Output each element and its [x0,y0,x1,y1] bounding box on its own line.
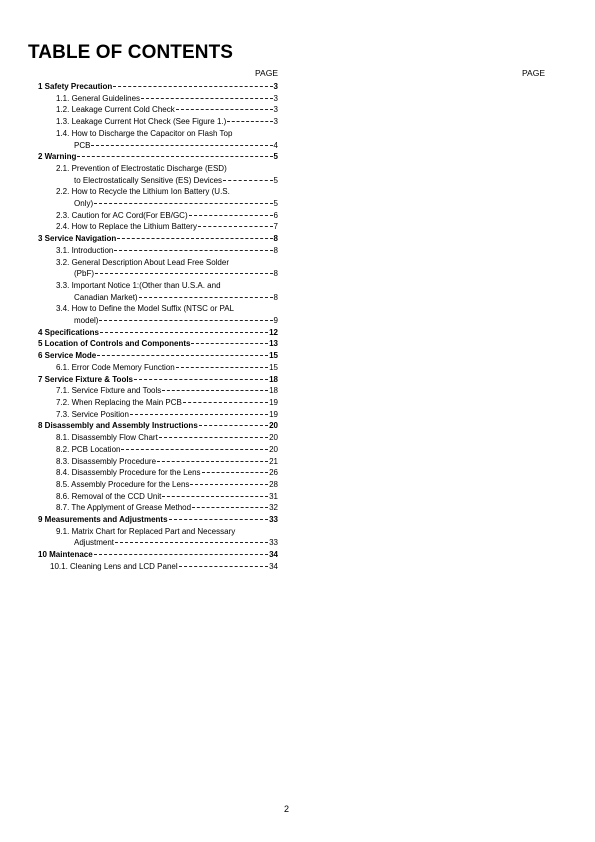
dot-leader [198,226,273,227]
toc-entry-text: 8.7. The Applyment of Grease Method [56,503,192,513]
toc-page-number: 20 [269,421,278,431]
toc-entry-text: 2 Warning [38,152,77,162]
toc-section-entry[interactable] [38,549,278,561]
toc-page-number: 21 [269,456,278,466]
dot-leader [94,203,272,204]
toc-entry-text: 8.5. Assembly Procedure for the Lens [56,479,190,489]
dot-leader [162,390,268,391]
dot-leader [176,367,268,368]
toc-entry-text-first-line: 3.4. How to Define the Model Suffix (NTSC or PAL [56,304,235,314]
toc-page-number: 12 [269,327,278,337]
dot-leader [117,238,272,239]
toc-section-entry[interactable] [38,374,278,386]
toc-entry-text: 8.1. Disassembly Flow Chart [56,433,158,443]
toc-page-number: 34 [269,561,278,571]
dot-leader [179,566,268,567]
page-title: TABLE OF CONTENTS [28,42,234,63]
dot-leader [190,484,268,485]
toc-entry-text: 8.2. PCB Location [56,444,121,454]
toc-page-number: 15 [269,362,278,372]
dot-leader [183,402,268,403]
toc-entry-text: (PbF) [74,269,94,279]
toc-page-number: 33 [269,515,278,525]
toc-page-number: 33 [269,538,278,548]
toc-page-number: 13 [269,339,278,349]
toc-page-number: 18 [269,374,278,384]
toc-subsection-entry[interactable] [38,456,278,468]
toc-subsection-entry[interactable] [38,280,278,303]
toc-entry-text-first-line: 2.2. How to Recycle the Lithium Ion Battery (U.S. [56,187,230,197]
toc-entry-text: 3 Service Navigation [38,234,117,244]
toc-entry-text: Adjustment [74,538,115,548]
page-number: 2 [284,804,290,814]
toc-entry-text-first-line: 1.4. How to Discharge the Capacitor on Flash Top [56,128,233,138]
toc-entry-text: 10.1. Cleaning Lens and LCD Panel [50,561,178,571]
table-of-contents [38,81,278,573]
dot-leader [115,542,268,543]
toc-page-number: 3 [273,82,278,91]
toc-subsection-entry[interactable] [38,303,278,326]
toc-page-number: 8 [273,245,278,255]
toc-subsection-entry[interactable] [38,163,278,186]
dot-leader [91,145,272,146]
toc-entry-text: 7 Service Fixture & Tools [38,374,133,384]
toc-section-entry[interactable] [38,338,278,350]
toc-page-number: 4 [273,140,278,150]
dot-leader [162,496,268,497]
toc-entry-text: 4 Specifications [38,327,99,337]
dot-leader [113,86,272,87]
toc-section-entry[interactable] [38,81,278,93]
toc-entry-text: 6.1. Error Code Memory Function [56,362,175,372]
dot-leader [192,507,268,508]
toc-subsection-entry[interactable] [38,561,278,573]
toc-page-number: 3 [273,93,278,103]
dot-leader [202,472,269,473]
toc-page-number: 20 [269,433,278,443]
dot-leader [157,461,268,462]
toc-entry-text: 9 Measurements and Adjustments [38,515,168,525]
toc-entry-text: 7.2. When Replacing the Main PCB [56,397,182,407]
page-column-header-left: PAGE [255,68,278,78]
dot-leader [100,332,268,333]
dot-leader [189,215,273,216]
toc-page-number: 5 [273,152,278,162]
toc-entry-text: 2.3. Caution for AC Cord(For EB/GC) [56,210,188,220]
toc-entry-text: 1.1. General Guidelines [56,93,141,103]
toc-page-number: 31 [269,491,278,501]
toc-page-number: 8 [273,269,278,279]
dot-leader [99,320,272,321]
toc-entry-text: 8.3. Disassembly Procedure [56,456,157,466]
toc-page-number: 5 [273,175,278,185]
toc-entry-text: model) [74,316,99,326]
toc-entry-text: 3.1. Introduction [56,245,114,255]
toc-page-number: 5 [273,199,278,209]
toc-page-number: 26 [269,468,278,478]
toc-page-number: 8 [273,292,278,302]
toc-page-number: 28 [269,479,278,489]
toc-subsection-entry[interactable] [38,186,278,209]
toc-subsection-entry[interactable] [38,93,278,105]
dot-leader [121,449,268,450]
toc-page-number: 7 [273,222,278,232]
dot-leader [159,437,268,438]
toc-subsection-entry[interactable] [38,210,278,222]
toc-page-number: 8 [273,234,278,244]
dot-leader [141,98,272,99]
toc-subsection-entry[interactable] [38,409,278,421]
dot-leader [77,156,272,157]
toc-entry-text: 8 Disassembly and Assembly Instructions [38,421,198,431]
toc-subsection-entry[interactable] [38,479,278,491]
dot-leader [191,343,268,344]
toc-entry-text-first-line: 9.1. Matrix Chart for Replaced Part and Necessary [56,526,236,536]
toc-subsection-entry[interactable] [38,116,278,128]
dot-leader [134,379,268,380]
toc-page-number: 15 [269,351,278,361]
toc-subsection-entry[interactable] [38,385,278,397]
toc-entry-text: PCB [74,140,91,150]
toc-entry-text-first-line: 2.1. Prevention of Electrostatic Discharge (ESD) [56,163,227,173]
toc-section-entry[interactable] [38,514,278,526]
toc-subsection-entry[interactable] [38,245,278,257]
toc-entry-text: 1.2. Leakage Current Cold Check [56,105,175,115]
dot-leader [130,414,268,415]
toc-section-entry[interactable] [38,420,278,432]
toc-page-number: 3 [273,117,278,127]
toc-entry-text: 6 Service Mode [38,351,97,361]
toc-subsection-entry[interactable] [38,397,278,409]
toc-section-entry[interactable] [38,327,278,339]
dot-leader [114,250,272,251]
toc-page-number: 32 [269,503,278,513]
toc-subsection-entry[interactable] [38,502,278,514]
toc-subsection-entry[interactable] [38,128,278,151]
toc-entry-text: 1 Safety Precaution [38,82,113,91]
toc-entry-text-first-line: 3.3. Important Notice 1:(Other than U.S.A. and [56,280,221,290]
toc-subsection-entry[interactable] [38,257,278,280]
dot-leader [176,109,273,110]
dot-leader [199,425,268,426]
dot-leader [227,121,272,122]
toc-entry-text: Only) [74,199,94,209]
toc-subsection-entry[interactable] [38,221,278,233]
dot-leader [94,554,268,555]
toc-page-number: 20 [269,444,278,454]
toc-entry-text-first-line: 3.2. General Description About Lead Free Solder [56,257,229,267]
toc-section-entry[interactable] [38,233,278,245]
toc-subsection-entry[interactable] [38,526,278,549]
toc-subsection-entry[interactable] [38,467,278,479]
toc-page-number: 19 [269,409,278,419]
page-column-header-right: PAGE [522,68,545,78]
toc-entry-text: to Electrostatically Sensitive (ES) Devices [74,175,223,185]
toc-section-entry[interactable] [38,151,278,163]
toc-entry-text: 2.4. How to Replace the Lithium Battery [56,222,197,232]
toc-page-number: 6 [273,210,278,220]
toc-section-entry[interactable] [38,350,278,362]
toc-subsection-entry[interactable] [38,432,278,444]
toc-entry-text: 7.3. Service Position [56,409,129,419]
toc-entry-text: 10 Maintenace [38,550,93,560]
toc-entry-text: 5 Location of Controls and Components [38,339,191,349]
toc-page-number: 19 [269,397,278,407]
dot-leader [95,273,273,274]
toc-entry-text: 1.3. Leakage Current Hot Check (See Figure 1.) [56,117,227,127]
toc-subsection-entry[interactable] [38,104,278,116]
toc-entry-text: Canadian Market) [74,292,138,302]
dot-leader [97,355,268,356]
toc-subsection-entry[interactable] [38,362,278,374]
dot-leader [223,180,272,181]
toc-entry-text: 7.1. Service Fixture and Tools [56,386,162,396]
toc-entry-text: 8.6. Removal of the CCD Unit [56,491,162,501]
toc-page-number: 3 [273,105,278,115]
toc-entry-text: 8.4. Disassembly Procedure for the Lens [56,468,201,478]
toc-subsection-entry[interactable] [38,444,278,456]
dot-leader [139,297,273,298]
toc-subsection-entry[interactable] [38,491,278,503]
toc-page-number: 9 [273,316,278,326]
dot-leader [169,519,269,520]
toc-page-number: 18 [269,386,278,396]
toc-page-number: 34 [269,550,278,560]
